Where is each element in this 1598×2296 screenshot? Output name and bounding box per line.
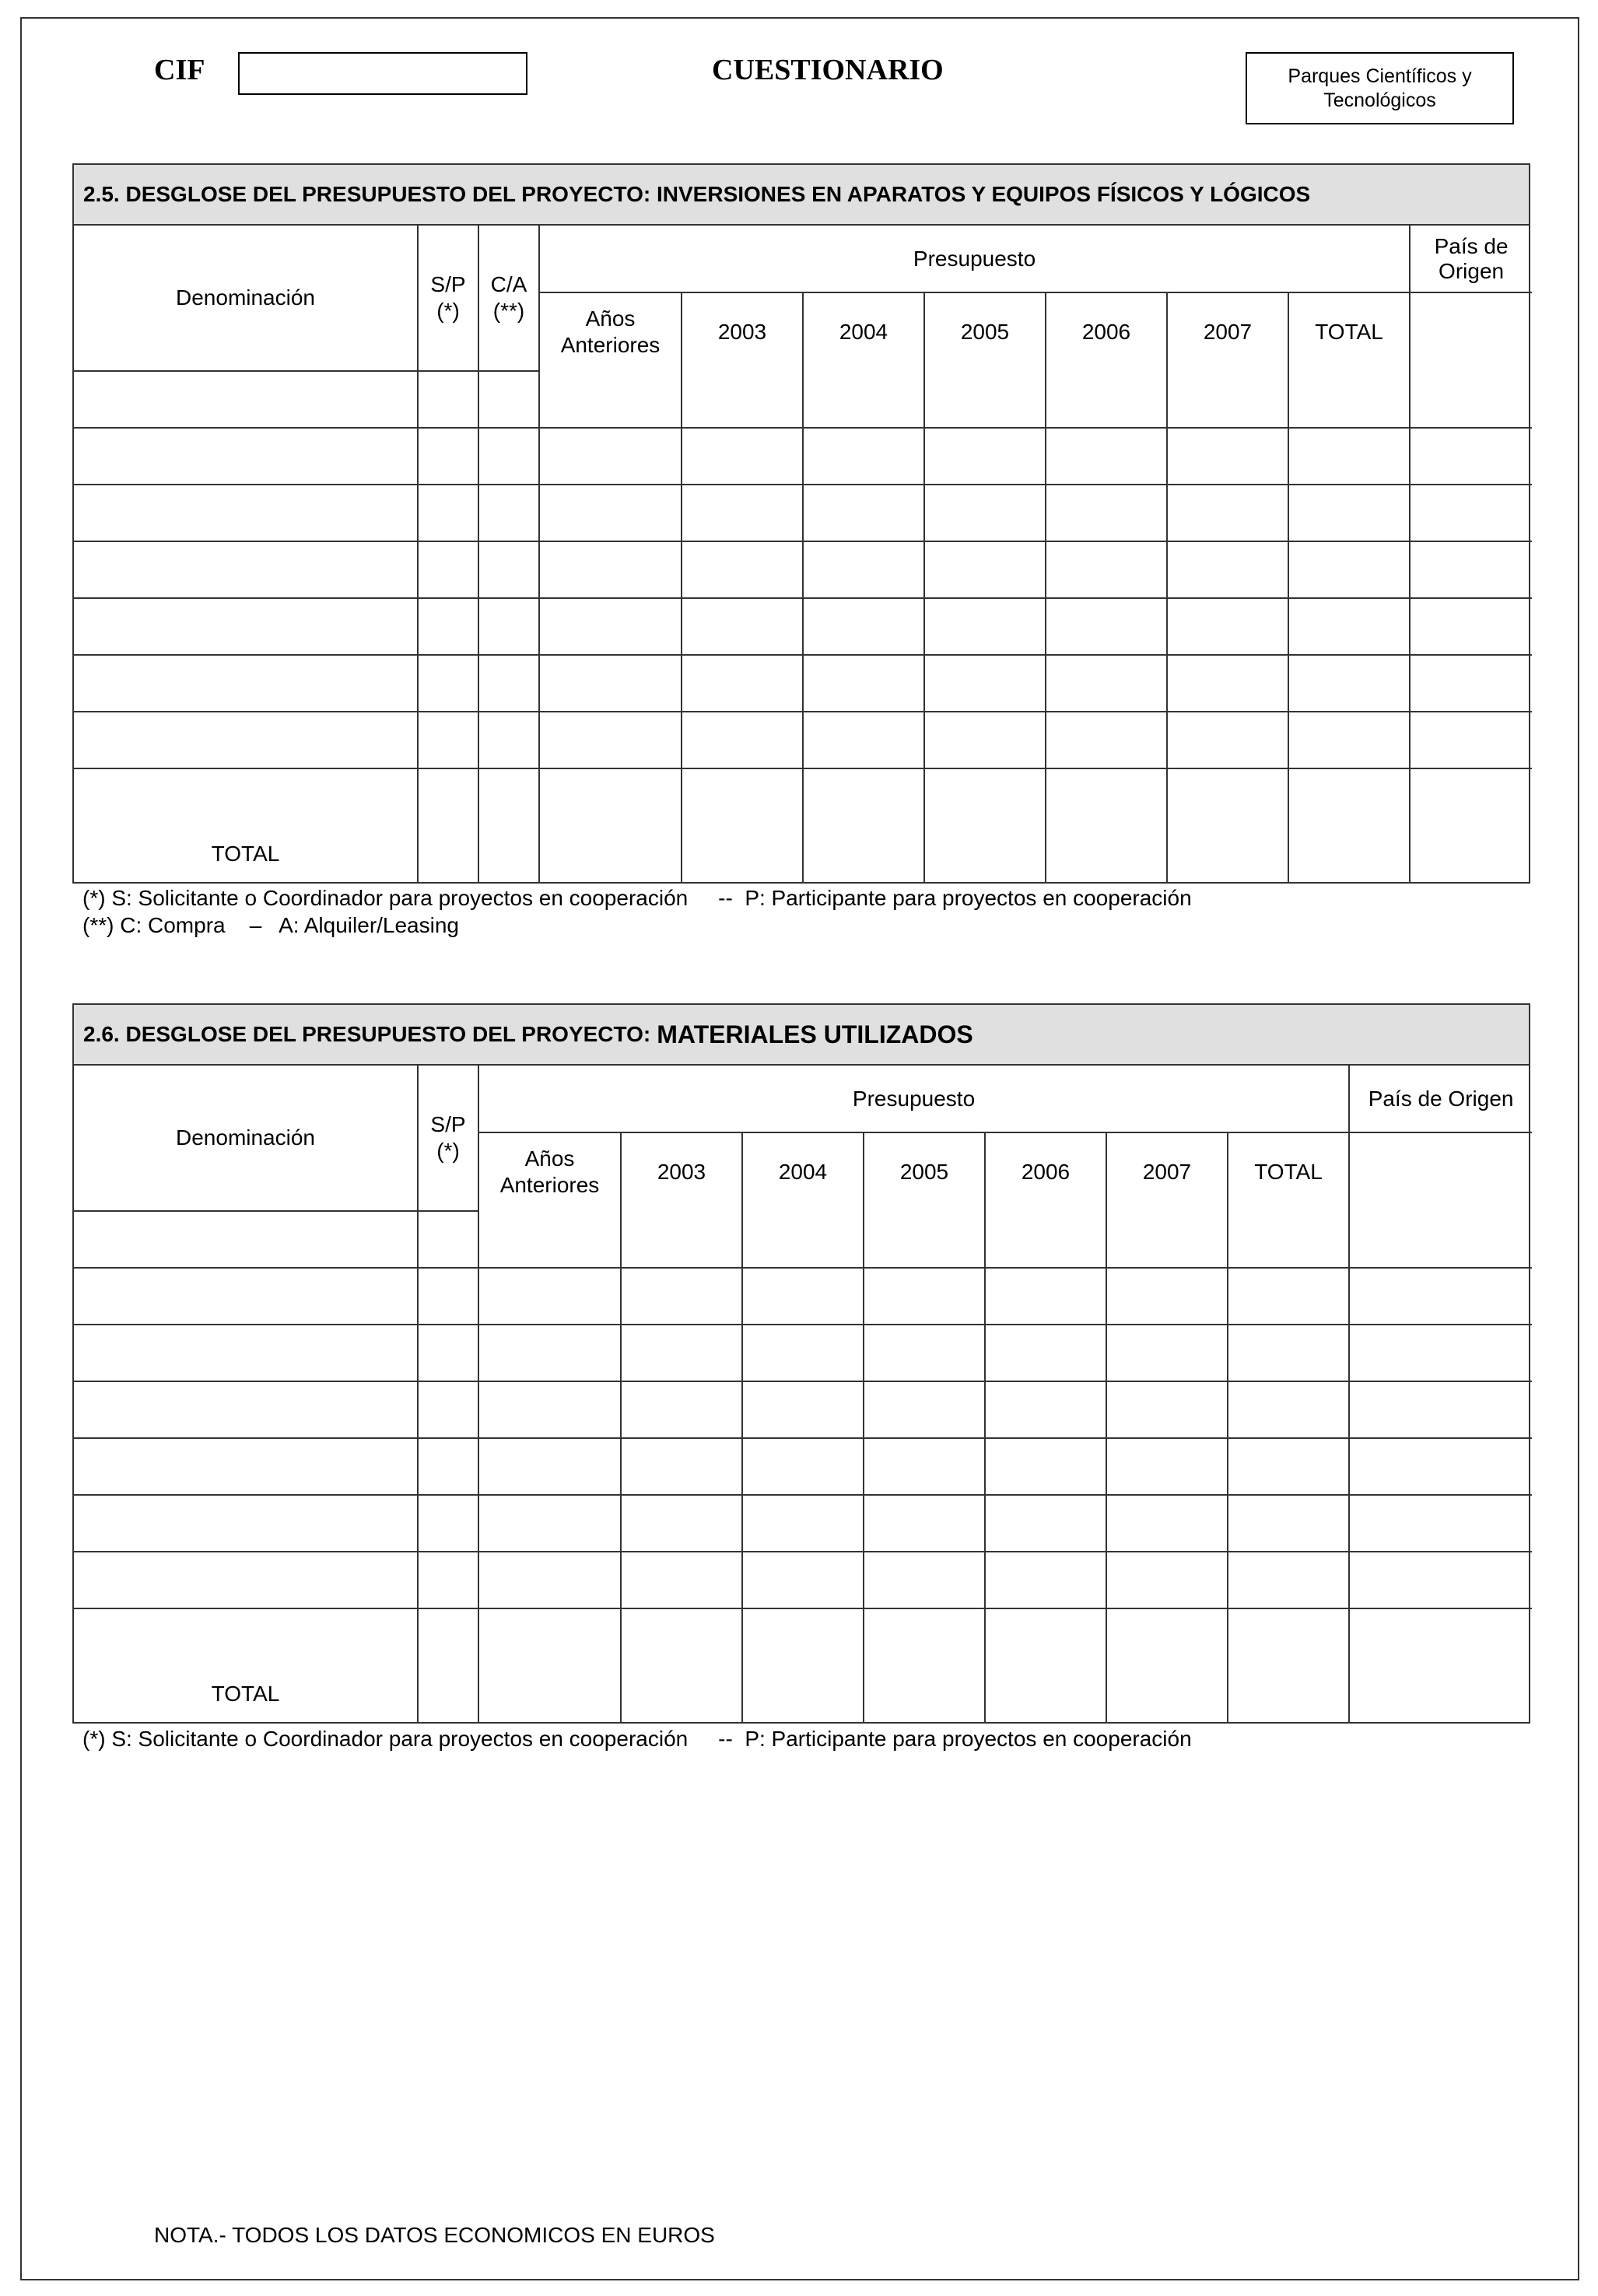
input-cell[interactable] [478, 1608, 621, 1665]
input-cell[interactable] [742, 1438, 864, 1495]
table-row [74, 1268, 1532, 1325]
input-cell[interactable] [74, 1608, 418, 1665]
input-cell[interactable] [1288, 655, 1410, 712]
input-cell[interactable] [985, 1552, 1106, 1608]
section-2-5-note-2: (**) C: Compra – A: Alquiler/Leasing [82, 913, 459, 937]
input-cell[interactable] [682, 825, 803, 882]
input-cell[interactable] [1167, 541, 1288, 598]
input-cell[interactable] [742, 1268, 864, 1325]
header-year-2003: 2003 [682, 292, 803, 371]
input-cell[interactable] [1046, 428, 1167, 485]
input-cell[interactable] [1288, 371, 1410, 428]
input-cell[interactable] [1106, 1381, 1228, 1438]
header-total: TOTAL [1228, 1132, 1349, 1211]
input-cell[interactable] [1349, 1665, 1532, 1722]
input-cell[interactable] [985, 1665, 1106, 1722]
input-cell[interactable] [1410, 292, 1532, 371]
input-cell[interactable] [924, 712, 1046, 768]
input-cell[interactable] [1410, 485, 1532, 541]
input-cell[interactable] [985, 1438, 1106, 1495]
table-row [74, 1438, 1532, 1495]
input-cell[interactable] [682, 712, 803, 768]
header-year-2007: 2007 [1167, 292, 1288, 371]
input-cell[interactable] [1410, 541, 1532, 598]
input-cell[interactable] [742, 1381, 864, 1438]
input-cell[interactable] [478, 825, 539, 882]
header-year-2005: 2005 [864, 1132, 985, 1211]
input-cell[interactable] [418, 655, 478, 712]
input-cell[interactable] [1288, 485, 1410, 541]
table-body [74, 371, 1532, 825]
input-cell[interactable] [418, 825, 478, 882]
input-cell[interactable] [1288, 768, 1410, 825]
input-cell[interactable] [418, 1268, 478, 1325]
input-cell[interactable] [1106, 1268, 1228, 1325]
page-title: CUESTIONARIO [712, 54, 944, 86]
input-cell[interactable] [1349, 1211, 1532, 1268]
input-cell[interactable] [985, 1268, 1106, 1325]
input-cell[interactable] [1167, 428, 1288, 485]
input-cell[interactable] [418, 371, 478, 428]
input-cell[interactable] [478, 655, 539, 712]
table-row [74, 768, 1532, 825]
input-cell[interactable] [1228, 1268, 1349, 1325]
input-cell[interactable] [803, 428, 924, 485]
input-cell[interactable] [924, 485, 1046, 541]
input-cell[interactable] [74, 1211, 418, 1268]
input-cell[interactable] [864, 1608, 985, 1665]
input-cell[interactable] [418, 428, 478, 485]
input-cell[interactable] [924, 825, 1046, 882]
input-cell[interactable] [864, 1325, 985, 1381]
input-cell[interactable] [478, 768, 539, 825]
input-cell[interactable] [1410, 428, 1532, 485]
input-cell[interactable] [985, 1211, 1106, 1268]
input-cell[interactable] [74, 371, 418, 428]
input-cell[interactable] [418, 1608, 478, 1665]
input-cell[interactable] [418, 1665, 478, 1722]
input-cell[interactable] [539, 428, 682, 485]
table-body [74, 1211, 1532, 1665]
input-cell[interactable] [621, 1438, 742, 1495]
input-cell[interactable] [1410, 712, 1532, 768]
table-row [74, 1325, 1532, 1381]
input-cell[interactable] [478, 1325, 621, 1381]
input-cell[interactable] [478, 598, 539, 655]
header-year-2004: 2004 [742, 1132, 864, 1211]
header-anos-anteriores: Años Anteriores [539, 292, 682, 371]
input-cell[interactable] [1106, 1552, 1228, 1608]
input-cell[interactable] [74, 1381, 418, 1438]
input-cell[interactable] [478, 371, 539, 428]
table-row [74, 541, 1532, 598]
input-cell[interactable] [682, 655, 803, 712]
header-pais-origen: País de Origen [1349, 1066, 1532, 1132]
input-cell[interactable] [539, 768, 682, 825]
input-cell[interactable] [924, 371, 1046, 428]
input-cell[interactable] [418, 1211, 478, 1268]
input-cell[interactable] [1046, 655, 1167, 712]
input-cell[interactable] [864, 1268, 985, 1325]
input-cell[interactable] [924, 428, 1046, 485]
input-cell[interactable] [742, 1211, 864, 1268]
input-cell[interactable] [742, 1495, 864, 1552]
input-cell[interactable] [539, 541, 682, 598]
input-cell[interactable] [1349, 1495, 1532, 1552]
input-cell[interactable] [1349, 1552, 1532, 1608]
input-cell[interactable] [1046, 371, 1167, 428]
input-cell[interactable] [682, 371, 803, 428]
input-cell[interactable] [418, 1438, 478, 1495]
input-cell[interactable] [621, 1268, 742, 1325]
input-cell[interactable] [74, 1495, 418, 1552]
input-cell[interactable] [1046, 768, 1167, 825]
input-cell[interactable] [1167, 712, 1288, 768]
input-cell[interactable] [864, 1381, 985, 1438]
input-cell[interactable] [1228, 1495, 1349, 1552]
header-presupuesto: Presupuesto [539, 226, 1410, 292]
input-cell[interactable] [924, 541, 1046, 598]
table-materiales [74, 1066, 1532, 1722]
total-row-label: TOTAL [74, 825, 418, 882]
header-ca: C/A (**) [478, 226, 539, 371]
input-cell[interactable] [1106, 1211, 1228, 1268]
input-cell[interactable] [1106, 1495, 1228, 1552]
section-2-6-title-emphasis: MATERIALES UTILIZADOS [657, 1020, 973, 1048]
input-cell[interactable] [985, 1325, 1106, 1381]
input-cell[interactable] [1410, 371, 1532, 428]
input-cell[interactable] [478, 1665, 621, 1722]
input-cell[interactable] [418, 485, 478, 541]
input-cell[interactable] [1167, 655, 1288, 712]
input-cell[interactable] [74, 1325, 418, 1381]
input-cell[interactable] [1228, 1608, 1349, 1665]
input-cell[interactable] [478, 712, 539, 768]
input-cell[interactable] [985, 1608, 1106, 1665]
header-year-2004: 2004 [803, 292, 924, 371]
input-cell[interactable] [864, 1438, 985, 1495]
table-row [74, 655, 1532, 712]
input-cell[interactable] [478, 1268, 621, 1325]
input-cell[interactable] [539, 655, 682, 712]
input-cell[interactable] [621, 1665, 742, 1722]
input-cell[interactable] [1349, 1608, 1532, 1665]
table-row [74, 1495, 1532, 1552]
input-cell[interactable] [74, 712, 418, 768]
input-cell[interactable] [539, 712, 682, 768]
input-cell[interactable] [621, 1211, 742, 1268]
section-2-6-title [74, 1005, 1529, 1066]
input-cell[interactable] [478, 541, 539, 598]
section-2-5-title [74, 165, 1529, 226]
input-cell[interactable] [1228, 1438, 1349, 1495]
input-cell[interactable] [1228, 1665, 1349, 1722]
total-row [74, 825, 1532, 882]
input-cell[interactable] [803, 655, 924, 712]
input-cell[interactable] [1228, 1325, 1349, 1381]
input-cell[interactable] [1167, 485, 1288, 541]
input-cell[interactable] [621, 1608, 742, 1665]
input-cell[interactable] [621, 1495, 742, 1552]
section-2-5-title-text: 2.5. DESGLOSE DEL PRESUPUESTO DEL PROYECTO: INVERSIONES EN APARATOS Y EQUIPOS FÍSICOS Y LÓGICOS [83, 182, 1311, 206]
input-cell[interactable] [539, 371, 682, 428]
input-cell[interactable] [478, 1438, 621, 1495]
table-row [74, 1211, 1532, 1268]
input-cell[interactable] [742, 1608, 864, 1665]
input-cell[interactable] [74, 541, 418, 598]
input-cell[interactable] [682, 768, 803, 825]
header-year-2007: 2007 [1106, 1132, 1228, 1211]
input-cell[interactable] [74, 428, 418, 485]
input-cell[interactable] [418, 1495, 478, 1552]
input-cell[interactable] [803, 485, 924, 541]
input-cell[interactable] [74, 1268, 418, 1325]
input-cell[interactable] [621, 1381, 742, 1438]
input-cell[interactable] [539, 485, 682, 541]
input-cell[interactable] [742, 1325, 864, 1381]
input-cell[interactable] [682, 485, 803, 541]
input-cell[interactable] [1046, 712, 1167, 768]
table-row [74, 428, 1532, 485]
total-row-label: TOTAL [74, 1665, 418, 1722]
table-row [74, 1608, 1532, 1665]
input-cell[interactable] [1288, 598, 1410, 655]
input-cell[interactable] [1046, 485, 1167, 541]
input-cell[interactable] [1167, 768, 1288, 825]
input-cell[interactable] [418, 541, 478, 598]
input-cell[interactable] [682, 428, 803, 485]
input-cell[interactable] [864, 1552, 985, 1608]
table-row [74, 1552, 1532, 1608]
total-row [74, 1665, 1532, 1722]
section-2-5-note-1: (*) S: Solicitante o Coordinador para proyectos en cooperación -- P: Participante para proyectos en cooperación [82, 886, 1192, 910]
input-cell[interactable] [478, 1211, 621, 1268]
input-cell[interactable] [682, 541, 803, 598]
header-sp: S/P (*) [418, 1066, 478, 1211]
input-cell[interactable] [924, 768, 1046, 825]
input-cell[interactable] [1106, 1438, 1228, 1495]
input-cell[interactable] [74, 1552, 418, 1608]
input-cell[interactable] [1106, 1665, 1228, 1722]
input-cell[interactable] [418, 1381, 478, 1438]
table-row [74, 485, 1532, 541]
input-cell[interactable] [803, 541, 924, 598]
input-cell[interactable] [1106, 1325, 1228, 1381]
header-sp: S/P (*) [418, 226, 478, 371]
header-anos-anteriores: Años Anteriores [478, 1132, 621, 1211]
input-cell[interactable] [742, 1665, 864, 1722]
input-cell[interactable] [864, 1495, 985, 1552]
input-cell[interactable] [1349, 1132, 1532, 1211]
input-cell[interactable] [478, 1381, 621, 1438]
input-cell[interactable] [924, 655, 1046, 712]
input-cell[interactable] [418, 768, 478, 825]
table-row [74, 598, 1532, 655]
input-cell[interactable] [1167, 598, 1288, 655]
input-cell[interactable] [478, 1495, 621, 1552]
header-year-2006: 2006 [985, 1132, 1106, 1211]
input-cell[interactable] [1410, 598, 1532, 655]
input-cell[interactable] [1410, 825, 1532, 882]
input-cell[interactable] [1167, 825, 1288, 882]
input-cell[interactable] [1349, 1381, 1532, 1438]
input-cell[interactable] [1046, 825, 1167, 882]
input-cell[interactable] [864, 1665, 985, 1722]
input-cell[interactable] [1046, 541, 1167, 598]
table-row [74, 371, 1532, 428]
header-pais-origen: País de Origen [1410, 226, 1532, 292]
input-cell[interactable] [621, 1325, 742, 1381]
input-cell[interactable] [985, 1381, 1106, 1438]
input-cell[interactable] [803, 371, 924, 428]
input-cell[interactable] [478, 428, 539, 485]
input-cell[interactable] [803, 768, 924, 825]
input-cell[interactable] [803, 598, 924, 655]
header-presupuesto: Presupuesto [478, 1066, 1349, 1132]
input-cell[interactable] [418, 1552, 478, 1608]
input-cell[interactable] [1228, 1211, 1349, 1268]
input-cell[interactable] [1410, 655, 1532, 712]
input-cell[interactable] [1046, 598, 1167, 655]
header-year-2006: 2006 [1046, 292, 1167, 371]
header-denominacion: Denominación [74, 226, 418, 371]
input-cell[interactable] [621, 1552, 742, 1608]
footer-note: NOTA.- TODOS LOS DATOS ECONOMICOS EN EUROS [154, 2223, 715, 2247]
section-2-5 [72, 163, 1530, 884]
input-cell[interactable] [478, 485, 539, 541]
input-cell[interactable] [74, 1438, 418, 1495]
input-cell[interactable] [1288, 712, 1410, 768]
input-cell[interactable] [1228, 1552, 1349, 1608]
input-cell[interactable] [1106, 1608, 1228, 1665]
input-cell[interactable] [682, 598, 803, 655]
input-cell[interactable] [1349, 1438, 1532, 1495]
header-total: TOTAL [1288, 292, 1410, 371]
input-cell[interactable] [74, 768, 418, 825]
program-label: Parques Científicos y Tecnológicos [1246, 52, 1514, 124]
input-cell[interactable] [418, 598, 478, 655]
input-cell[interactable] [74, 655, 418, 712]
input-cell[interactable] [1228, 1381, 1349, 1438]
input-cell[interactable] [1288, 541, 1410, 598]
cif-field[interactable] [238, 52, 527, 95]
input-cell[interactable] [1349, 1268, 1532, 1325]
header-denominacion: Denominación [74, 1066, 418, 1211]
input-cell[interactable] [864, 1211, 985, 1268]
input-cell[interactable] [803, 825, 924, 882]
input-cell[interactable] [478, 1552, 621, 1608]
cif-label: CIF [154, 54, 205, 86]
table-inversiones [74, 226, 1532, 882]
input-cell[interactable] [1349, 1325, 1532, 1381]
section-2-6 [72, 1003, 1530, 1724]
input-cell[interactable] [418, 712, 478, 768]
input-cell[interactable] [1288, 428, 1410, 485]
section-2-6-title-prefix: 2.6. DESGLOSE DEL PRESUPUESTO DEL PROYECTO: [83, 1022, 651, 1046]
section-2-6-note-1: (*) S: Solicitante o Coordinador para proyectos en cooperación -- P: Participante para proyectos en cooperación [82, 1727, 1192, 1751]
input-cell[interactable] [74, 485, 418, 541]
input-cell[interactable] [1167, 371, 1288, 428]
header-year-2003: 2003 [621, 1132, 742, 1211]
table-row [74, 712, 1532, 768]
header-year-2005: 2005 [924, 292, 1046, 371]
input-cell[interactable] [539, 598, 682, 655]
input-cell[interactable] [985, 1495, 1106, 1552]
table-row [74, 1381, 1532, 1438]
input-cell[interactable] [418, 1325, 478, 1381]
input-cell[interactable] [1410, 768, 1532, 825]
input-cell[interactable] [1288, 825, 1410, 882]
input-cell[interactable] [803, 712, 924, 768]
input-cell[interactable] [539, 825, 682, 882]
input-cell[interactable] [74, 598, 418, 655]
input-cell[interactable] [924, 598, 1046, 655]
input-cell[interactable] [742, 1552, 864, 1608]
